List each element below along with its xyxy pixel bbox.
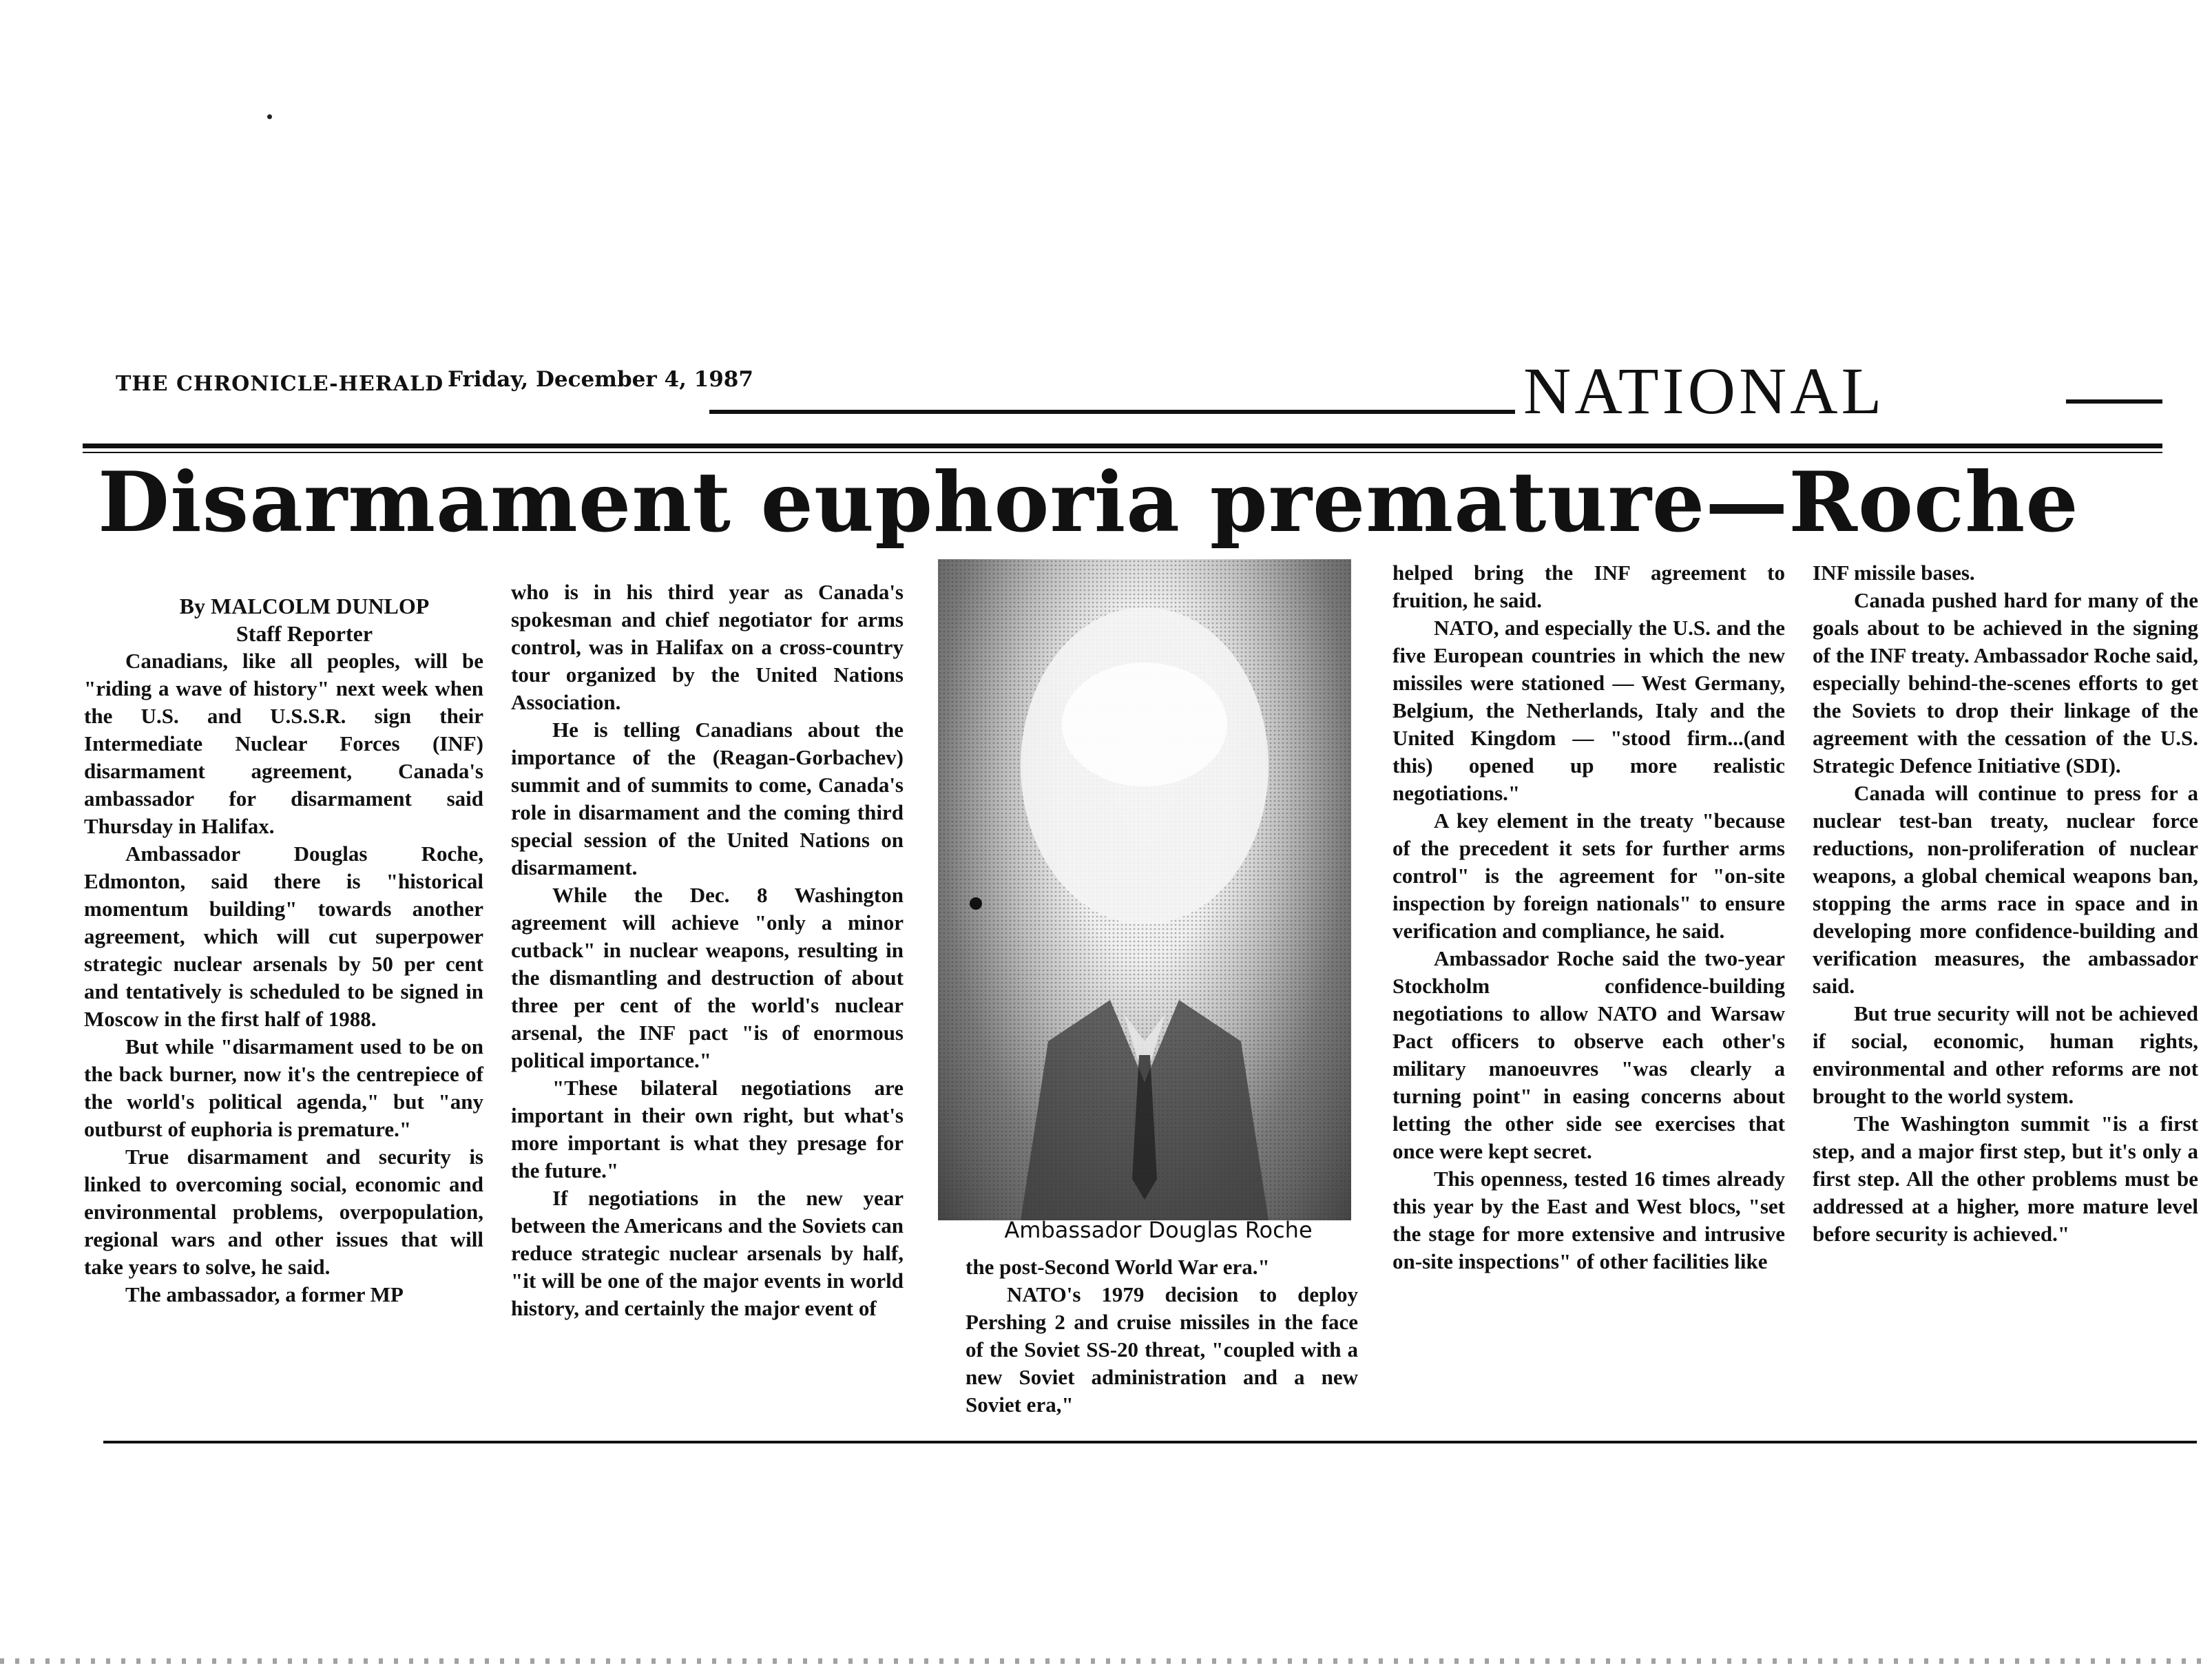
header-rule xyxy=(83,444,2162,448)
paragraph: Ambassador Roche said the two-year Stockholm confidence-building negotiations to allow NATO and Warsaw Pact officers to observe each other's military manoeuvres "was clearly a turning point" in easing concerns about letting the other side see exercises that once were kept secret. xyxy=(1392,946,1785,1163)
paragraph: Ambassador Douglas Roche, Edmonton, said there is "historical momentum building" towards another agreement, which will cut superpower strategic nuclear arsenals by 50 per cent and tentatively is scheduled to be signed in Moscow in the first half of 1988. xyxy=(84,842,483,1031)
headline: Disarmament euphoria premature—Roche xyxy=(98,454,2079,551)
paragraph: helped bring the INF agreement to fruition, he said. xyxy=(1392,561,1785,612)
paragraph: the post-Second World War era." xyxy=(966,1255,1270,1279)
footer-rule xyxy=(103,1441,2197,1443)
paragraph: A key element in the treaty "because of the precedent it sets for further arms control" is the agreement for "on-site inspection by foreign nationals" to ensure verification and compliance, he said. xyxy=(1392,809,1785,943)
article-column-5 xyxy=(1813,559,2198,1248)
article-column-4 xyxy=(1392,559,1785,1275)
portrait-photo xyxy=(938,559,1351,1220)
paragraph: Canadians, like all peoples, will be "riding a wave of history" next week when the U.S. and U.S.S.R. sign their Intermediate Nuclear Forces (INF) disarmament agreement, Canada's ambassador for disarmament said Thursday in Halifax. xyxy=(84,649,483,838)
scan-speck xyxy=(267,114,272,119)
masthead-rule xyxy=(709,410,1515,414)
article-column-3 xyxy=(966,1253,1358,1419)
section-label: NATIONAL xyxy=(1523,354,1886,428)
paragraph: "These bilateral negotiations are important in their own right, but what's more important is what they presage for the future." xyxy=(511,1076,904,1182)
paragraph: While the Dec. 8 Washington agreement will achieve "only a minor cutback" in nuclear weapons, resulting in the dismantling and destruction of about three per cent of the world's nuclear arsenal, the INF pact "is of enormous political importance." xyxy=(511,883,904,1072)
portrait-image xyxy=(938,559,1351,1220)
paragraph: The Washington summit "is a first step, and a major first step, but it's only a first step. All the other problems must be addressed at a higher, more mature level before security is achieved." xyxy=(1813,1112,2198,1246)
publication-date: Friday, December 4, 1987 xyxy=(448,367,753,392)
paragraph: This openness, tested 16 times already this year by the East and West blocs, "set the stage for more extensive and intrusive on-site inspections" of other facilities like xyxy=(1392,1167,1785,1273)
paragraph: If negotiations in the new year between the Americans and the Soviets can reduce strategic nuclear arsenals by half, "it will be one of the major events in world history, and certainly the major event of xyxy=(511,1186,904,1320)
byline-role: Staff Reporter xyxy=(236,621,373,646)
paragraph: True disarmament and security is linked to overcoming social, economic and environmental problems, overpopulation, regional wars and other issues that will take years to solve, he said. xyxy=(84,1145,483,1279)
article-column-1 xyxy=(84,592,483,1308)
paragraph: Canada pushed hard for many of the goals about to be achieved in the signing of the INF treaty. Ambassador Roche said, especially behind-the-scenes efforts to get the Soviets to drop their linkage of the agreement with the cessation of the U.S. Strategic Defence Initiative (SDI). xyxy=(1813,588,2198,778)
photo-caption: Ambassador Douglas Roche xyxy=(1004,1217,1313,1243)
section-rule xyxy=(2066,399,2162,404)
paragraph: who is in his third year as Canada's spokesman and chief negotiator for arms control, was in Halifax on a cross-country tour organized by the United Nations Association. xyxy=(511,580,904,714)
paragraph: The ambassador, a former MP xyxy=(125,1282,404,1306)
paragraph: But while "disarmament used to be on the back burner, now it's the centrepiece of the world's political agenda," but "any outburst of euphoria is premature." xyxy=(84,1034,483,1141)
scan-edge-artifact xyxy=(0,1658,2212,1664)
paragraph: But true security will not be achieved if social, economic, human rights, environmental and other reforms are not brought to the world system. xyxy=(1813,1001,2198,1108)
newspaper-name: THE CHRONICLE-HERALD xyxy=(116,372,444,396)
article-column-2 xyxy=(511,578,904,1322)
paragraph: Canada will continue to press for a nuclear test-ban treaty, nuclear force reductions, non-proliferation of nuclear weapons, a global chemical weapons ban, stopping the arms race in space and in developing more confidence-building and verification measures, the ambassador said. xyxy=(1813,781,2198,998)
paragraph: NATO's 1979 decision to deploy Pershing 2 and cruise missiles in the face of the Soviet SS-20 threat, "coupled with a new Soviet administration and a new Soviet era," xyxy=(966,1282,1358,1417)
paragraph: INF missile bases. xyxy=(1813,561,1975,585)
byline: By MALCOLM DUNLOP xyxy=(179,594,430,618)
paragraph: NATO, and especially the U.S. and the five European countries in which the new missiles were stationed — West Germany, Belgium, the Netherlands, Italy and the United Kingdom — "stood firm...(and this) opened up more realistic negotiations." xyxy=(1392,616,1785,805)
paragraph: He is telling Canadians about the importance of the (Reagan-Gorbachev) summit and of summits to come, Canada's role in disarmament and the coming third special session of the United Nations on disarmament. xyxy=(511,718,904,879)
